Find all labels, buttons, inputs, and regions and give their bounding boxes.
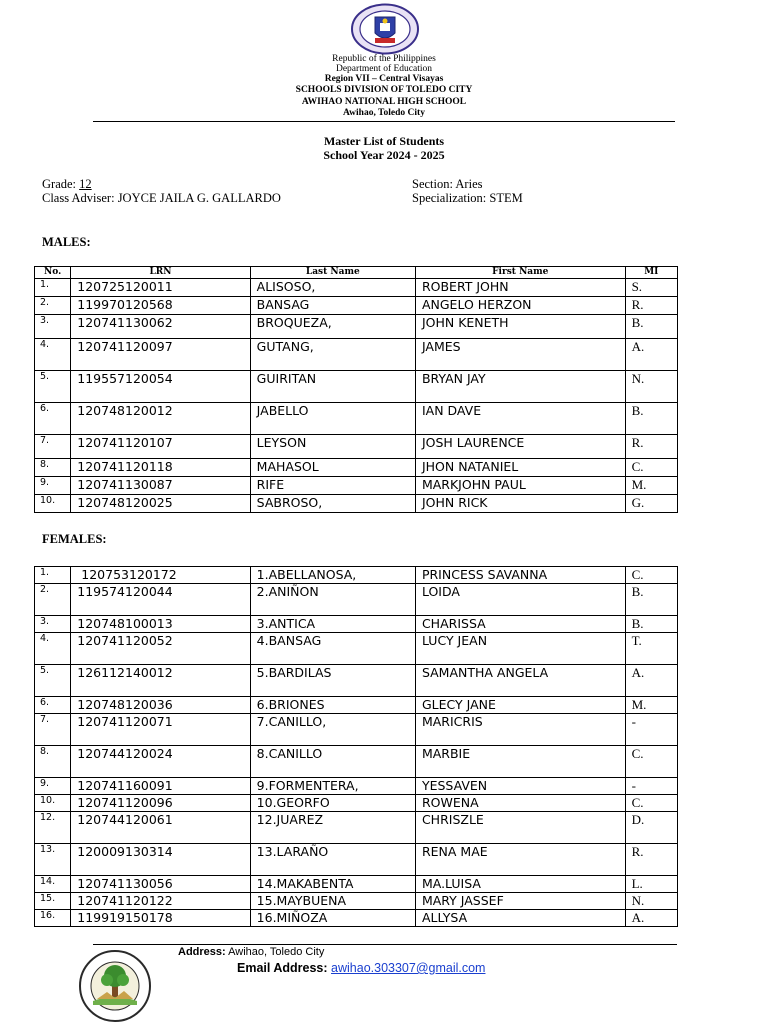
row-last-name: 12.JUAREZ (250, 812, 415, 844)
row-first-name: ANGELO HERZON (415, 297, 625, 315)
row-lrn: 119557120054 (71, 371, 250, 403)
row-middle-initial: G. (625, 495, 677, 513)
row-first-name: SAMANTHA ANGELA (415, 665, 625, 697)
row-lrn: 120009130314 (71, 844, 250, 876)
row-lrn: 120741130056 (71, 876, 250, 893)
row-lrn: 120744120061 (71, 812, 250, 844)
table-row (35, 339, 678, 371)
row-last-name: 10.GEORFO (250, 795, 415, 812)
header-country: Republic of the Philippines (332, 54, 436, 64)
row-lrn: 120741130087 (71, 477, 250, 495)
row-first-name: CHARISSA (415, 616, 625, 633)
table-row (35, 746, 678, 778)
row-first-name: GLECY JANE (415, 697, 625, 714)
table-row (35, 584, 678, 616)
row-last-name: SABROSO, (250, 495, 415, 513)
row-middle-initial: A. (625, 910, 677, 927)
females-heading: FEMALES: (42, 532, 107, 546)
row-last-name: ALISOSO, (250, 279, 415, 297)
row-number: 6. (35, 697, 71, 714)
header-school: AWIHAO NATIONAL HIGH SCHOOL (301, 97, 467, 107)
row-last-name: RIFE (250, 477, 415, 495)
table-row (35, 495, 678, 513)
footer-address (178, 946, 324, 958)
table-row (35, 403, 678, 435)
row-lrn: 120748100013 (71, 616, 250, 633)
table-row (35, 297, 678, 315)
row-middle-initial: A. (625, 339, 677, 371)
row-first-name: JHON NATANIEL (415, 459, 625, 477)
row-number: 3. (35, 616, 71, 633)
table-row (35, 795, 678, 812)
row-lrn: 120748120036 (71, 697, 250, 714)
row-lrn: 120741120107 (71, 435, 250, 459)
row-number: 1. (35, 279, 71, 297)
row-first-name: LOIDA (415, 584, 625, 616)
row-middle-initial: T. (625, 633, 677, 665)
row-lrn: 120741120122 (71, 893, 250, 910)
table-row (35, 633, 678, 665)
row-middle-initial: C. (625, 795, 677, 812)
row-first-name: ROBERT JOHN (415, 279, 625, 297)
row-lrn: 120748120012 (71, 403, 250, 435)
row-lrn: 120741120071 (71, 714, 250, 746)
col-header-last-name: Last Name (250, 267, 415, 279)
row-lrn: 120741120052 (71, 633, 250, 665)
row-number: 9. (35, 778, 71, 795)
row-middle-initial: B. (625, 584, 677, 616)
row-middle-initial: C. (625, 459, 677, 477)
row-first-name: JAMES (415, 339, 625, 371)
row-first-name: CHRISZLE (415, 812, 625, 844)
row-first-name: YESSAVEN (415, 778, 625, 795)
row-middle-initial: L. (625, 876, 677, 893)
row-first-name: MA.LUISA (415, 876, 625, 893)
row-number: 7. (35, 714, 71, 746)
row-number: 6. (35, 403, 71, 435)
address-label: Address: (178, 946, 226, 958)
row-middle-initial: - (625, 778, 677, 795)
row-middle-initial: M. (625, 697, 677, 714)
row-first-name: IAN DAVE (415, 403, 625, 435)
row-first-name: MARBIE (415, 746, 625, 778)
row-middle-initial: R. (625, 435, 677, 459)
row-lrn: 119919150178 (71, 910, 250, 927)
males-table (34, 266, 678, 513)
row-last-name: 9.FORMENTERA, (250, 778, 415, 795)
females-table-body (35, 567, 678, 927)
row-first-name: ALLYSA (415, 910, 625, 927)
table-row (35, 714, 678, 746)
row-lrn: 120741130062 (71, 315, 250, 339)
row-first-name: MARY JASSEF (415, 893, 625, 910)
row-first-name: PRINCESS SAVANNA (415, 567, 625, 584)
row-number: 1. (35, 567, 71, 584)
row-last-name: 16.MIÑOZA (250, 910, 415, 927)
row-middle-initial: D. (625, 812, 677, 844)
row-lrn: 120741120096 (71, 795, 250, 812)
table-row (35, 616, 678, 633)
row-first-name: JOSH LAURENCE (415, 435, 625, 459)
footer-email (237, 961, 485, 975)
row-number: 2. (35, 297, 71, 315)
row-last-name: GUIRITAN (250, 371, 415, 403)
email-link[interactable]: awihao.303307@gmail.com (331, 961, 486, 975)
row-lrn: 120744120024 (71, 746, 250, 778)
row-number: 9. (35, 477, 71, 495)
row-number: 13. (35, 844, 71, 876)
row-middle-initial: - (625, 714, 677, 746)
table-row (35, 844, 678, 876)
document-title: Master List of Students (323, 134, 445, 148)
row-number: 7. (35, 435, 71, 459)
school-seal-icon (77, 949, 153, 1023)
table-row (35, 459, 678, 477)
row-number: 8. (35, 746, 71, 778)
row-number: 8. (35, 459, 71, 477)
row-last-name: 2.ANIÑON (250, 584, 415, 616)
table-row (35, 665, 678, 697)
header-location: Awihao, Toledo City (343, 108, 425, 118)
row-last-name: GUTANG, (250, 339, 415, 371)
row-lrn: 120741160091 (71, 778, 250, 795)
row-last-name: 6.BRIONES (250, 697, 415, 714)
row-last-name: MAHASOL (250, 459, 415, 477)
row-number: 2. (35, 584, 71, 616)
row-lrn: 120725120011 (71, 279, 250, 297)
grade-info (42, 177, 92, 191)
header-department: Department of Education (335, 64, 433, 74)
header-region: Region VII – Central Visayas (324, 74, 444, 84)
grade-label: Grade: (42, 177, 80, 191)
row-middle-initial: R. (625, 844, 677, 876)
row-last-name: BROQUEZA, (250, 315, 415, 339)
col-header-lrn: LRN (71, 267, 250, 279)
email-label: Email Address: (237, 961, 328, 975)
header-divider (93, 121, 675, 122)
specialization-info: Specialization: STEM (412, 191, 523, 205)
table-row (35, 778, 678, 795)
school-year: School Year 2024 - 2025 (323, 148, 445, 162)
table-row (35, 812, 678, 844)
table-row (35, 876, 678, 893)
females-table (34, 566, 678, 927)
row-middle-initial: A. (625, 665, 677, 697)
row-middle-initial: C. (625, 567, 677, 584)
row-middle-initial: B. (625, 403, 677, 435)
deped-seal-icon (349, 3, 421, 55)
address-value: Awihao, Toledo City (225, 946, 325, 958)
row-last-name: BANSAG (250, 297, 415, 315)
grade-value: 12 (79, 177, 92, 191)
row-first-name: JOHN KENETH (415, 315, 625, 339)
row-lrn: 120741120097 (71, 339, 250, 371)
table-row (35, 279, 678, 297)
table-row (35, 315, 678, 339)
row-last-name: 13.LARAÑO (250, 844, 415, 876)
col-header-first-name: First Name (415, 267, 625, 279)
row-number: 10. (35, 495, 71, 513)
row-last-name: 1.ABELLANOSA, (250, 567, 415, 584)
row-number: 4. (35, 633, 71, 665)
row-lrn: 120753120172 (71, 567, 250, 584)
row-last-name: 7.CANILLO, (250, 714, 415, 746)
col-header-mi: MI (625, 267, 677, 279)
col-header-no: No. (35, 267, 71, 279)
males-heading: MALES: (42, 235, 91, 249)
table-row (35, 477, 678, 495)
header-division: SCHOOLS DIVISION OF TOLEDO CITY (295, 85, 473, 95)
row-middle-initial: B. (625, 616, 677, 633)
row-first-name: MARICRIS (415, 714, 625, 746)
row-number: 14. (35, 876, 71, 893)
row-last-name: 15.MAYBUENA (250, 893, 415, 910)
row-lrn: 120748120025 (71, 495, 250, 513)
row-first-name: JOHN RICK (415, 495, 625, 513)
table-row (35, 910, 678, 927)
row-first-name: RENA MAE (415, 844, 625, 876)
row-first-name: LUCY JEAN (415, 633, 625, 665)
table-row (35, 697, 678, 714)
row-number: 16. (35, 910, 71, 927)
row-middle-initial: C. (625, 746, 677, 778)
row-middle-initial: M. (625, 477, 677, 495)
row-middle-initial: B. (625, 315, 677, 339)
row-number: 5. (35, 665, 71, 697)
table-row (35, 371, 678, 403)
table-row (35, 893, 678, 910)
males-table-body (35, 279, 678, 513)
row-last-name: 14.MAKABENTA (250, 876, 415, 893)
row-last-name: 8.CANILLO (250, 746, 415, 778)
class-adviser: Class Adviser: JOYCE JAILA G. GALLARDO (42, 191, 281, 205)
row-number: 5. (35, 371, 71, 403)
row-first-name: ROWENA (415, 795, 625, 812)
table-row (35, 567, 678, 584)
row-lrn: 120741120118 (71, 459, 250, 477)
row-number: 4. (35, 339, 71, 371)
row-first-name: MARKJOHN PAUL (415, 477, 625, 495)
row-middle-initial: S. (625, 279, 677, 297)
row-number: 3. (35, 315, 71, 339)
row-last-name: 4.BANSAG (250, 633, 415, 665)
row-first-name: BRYAN JAY (415, 371, 625, 403)
row-last-name: LEYSON (250, 435, 415, 459)
row-number: 10. (35, 795, 71, 812)
row-lrn: 119574120044 (71, 584, 250, 616)
row-middle-initial: N. (625, 893, 677, 910)
row-middle-initial: N. (625, 371, 677, 403)
table-row (35, 435, 678, 459)
row-lrn: 126112140012 (71, 665, 250, 697)
row-last-name: JABELLO (250, 403, 415, 435)
footer-divider (93, 944, 677, 945)
row-number: 15. (35, 893, 71, 910)
section-info: Section: Aries (412, 177, 483, 191)
row-last-name: 3.ANTICA (250, 616, 415, 633)
row-middle-initial: R. (625, 297, 677, 315)
row-number: 12. (35, 812, 71, 844)
row-lrn: 119970120568 (71, 297, 250, 315)
table-header-row (35, 267, 678, 279)
row-last-name: 5.BARDILAS (250, 665, 415, 697)
